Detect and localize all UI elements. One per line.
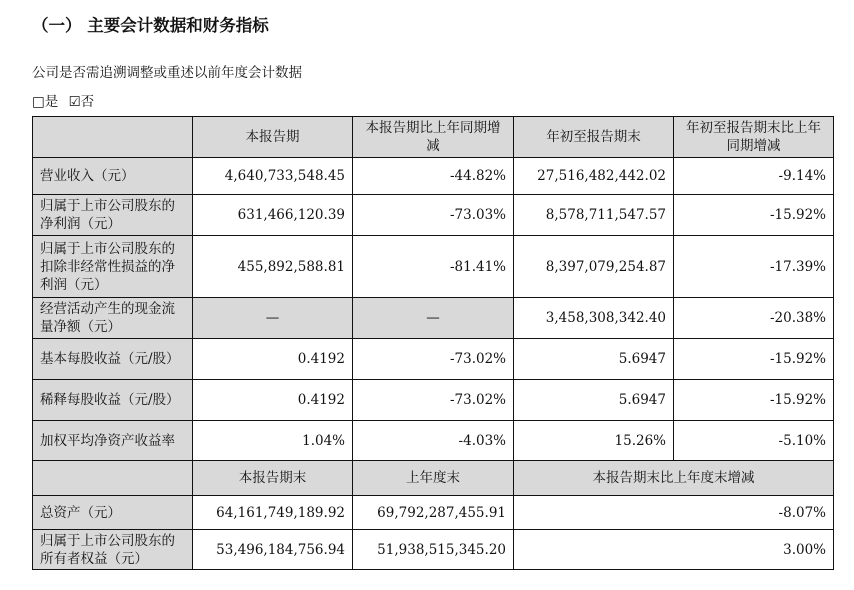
table-cell: -4.03% [353,421,514,461]
table-cell: 64,161,749,189.92 [193,496,353,530]
restatement-options [32,90,94,110]
table-cell: 5.6947 [514,380,674,421]
row-label: 营业收入（元） [33,158,193,195]
table-cell: -15.92% [674,339,834,380]
section-title: （一） 主要会计数据和财务指标 [32,16,269,35]
table-cell: — [193,298,353,339]
table-cell: 53,496,184,756.94 [193,530,353,570]
header-cell [33,461,193,496]
table-cell: 15.26% [514,421,674,461]
table-cell: -81.41% [353,236,514,298]
table-cell: -73.02% [353,380,514,421]
table-cell: 8,397,079,254.87 [514,236,674,298]
table-cell: -9.14% [674,158,834,195]
header-cell [33,117,193,158]
table-cell: 4,640,733,548.45 [193,158,353,195]
table-header-row [33,117,834,158]
table-cell: 27,516,482,442.02 [514,158,674,195]
table-cell: 455,892,588.81 [193,236,353,298]
row-label: 总资产（元） [33,496,193,530]
table-cell: 1.04% [193,421,353,461]
row-label: 基本每股收益（元/股） [33,339,193,380]
restatement-question: 公司是否需追溯调整或重述以前年度会计数据 [32,65,302,81]
row-label: 加权平均净资产收益率 [33,421,193,461]
row-label: 归属于上市公司股东的扣除非经常性损益的净利润（元） [33,236,193,298]
table-cell: 8,578,711,547.57 [514,195,674,236]
table-cell: -5.10% [674,421,834,461]
header-cell: 年初至报告期末比上年同期增减 [674,117,834,158]
header-cell: 上年度末 [353,461,514,496]
table-row [33,339,834,380]
financial-indicators-table [32,116,834,570]
table-cell: 69,792,287,455.91 [353,496,514,530]
table-row [33,195,834,236]
table-row [33,298,834,339]
table-cell: 51,938,515,345.20 [353,530,514,570]
header-cell: 本报告期比上年同期增减 [353,117,514,158]
row-label: 稀释每股收益（元/股） [33,380,193,421]
header-cell: 本报告期末比上年度末增减 [514,461,834,496]
table-cell: 0.4192 [193,380,353,421]
table-cell: -17.39% [674,236,834,298]
table-cell: 0.4192 [193,339,353,380]
header-cell: 本报告期末 [193,461,353,496]
option-yes: □是 [32,94,59,110]
row-label: 归属于上市公司股东的所有者权益（元） [33,530,193,570]
table-cell: -44.82% [353,158,514,195]
table-cell: -15.92% [674,380,834,421]
table-cell: -73.02% [353,339,514,380]
table-row [33,380,834,421]
table-row [33,421,834,461]
table-cell: 3,458,308,342.40 [514,298,674,339]
option-no: ☑否 [68,94,95,110]
table-cell: -15.92% [674,195,834,236]
table-cell: 631,466,120.39 [193,195,353,236]
row-label: 归属于上市公司股东的净利润（元） [33,195,193,236]
header-cell: 本报告期 [193,117,353,158]
table-cell: -20.38% [674,298,834,339]
table-cell: 3.00% [514,530,834,570]
table-row [33,530,834,570]
table-header-row-2 [33,461,834,496]
table-cell: -73.03% [353,195,514,236]
header-cell: 年初至报告期末 [514,117,674,158]
table-row [33,496,834,530]
table-row [33,158,834,195]
table-cell: -8.07% [514,496,834,530]
table-cell: — [353,298,514,339]
row-label: 经营活动产生的现金流量净额（元） [33,298,193,339]
table-row [33,236,834,298]
table-cell: 5.6947 [514,339,674,380]
